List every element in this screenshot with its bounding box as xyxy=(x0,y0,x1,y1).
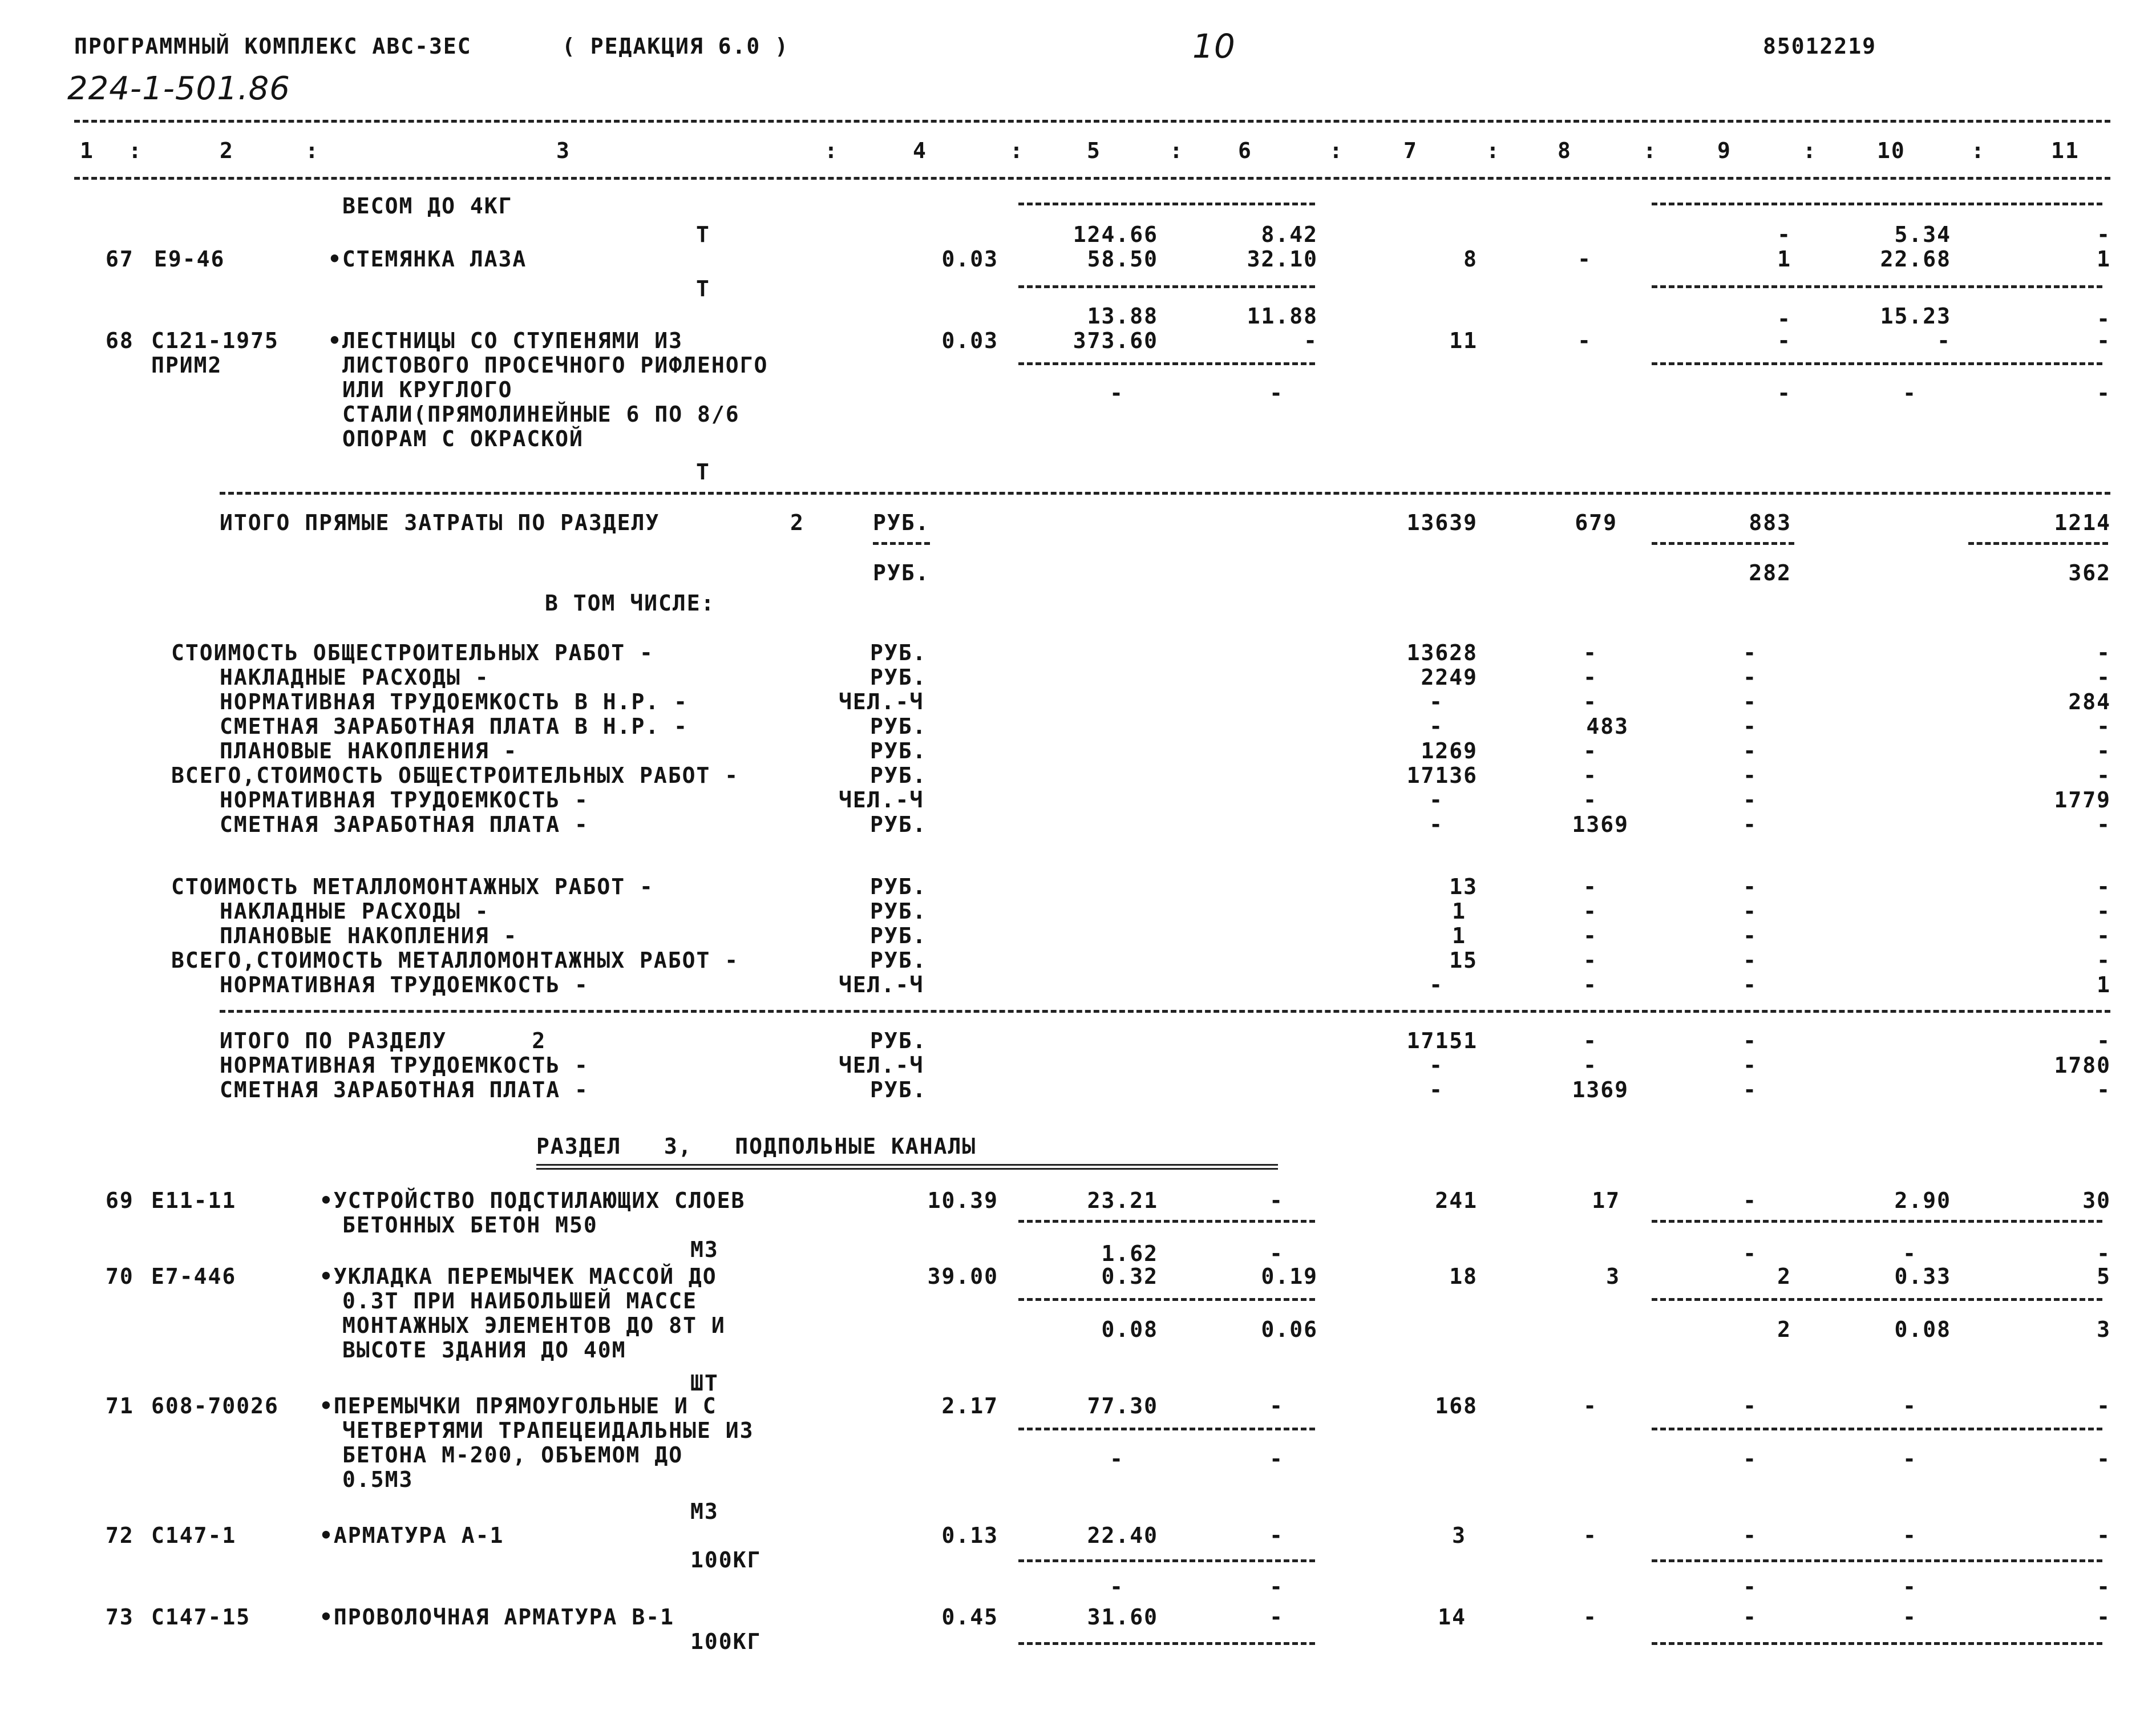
row-code-note: ПРИМ2 xyxy=(151,353,223,378)
cell-c9: - xyxy=(1743,763,1757,788)
column-separator: : xyxy=(824,138,839,163)
column-number: 7 xyxy=(1403,138,1418,163)
page-number: 10 xyxy=(1192,27,1236,66)
cell-c4: 10.39 xyxy=(927,1188,998,1213)
row-description: •ПЕРЕМЫЧКИ ПРЯМОУГОЛЬНЫЕ И С xyxy=(319,1393,717,1418)
cell-c9: - xyxy=(1743,1053,1757,1078)
cell-c11: - xyxy=(2097,222,2111,247)
cell-c11: - xyxy=(2097,899,2111,924)
cell-c6: - xyxy=(1269,381,1284,406)
cell-c5: 0.08 xyxy=(1101,1317,1158,1342)
row-code: Е9-46 xyxy=(154,246,225,272)
cell-c11: - xyxy=(2097,1393,2111,1418)
cell-c8: - xyxy=(1583,1053,1597,1078)
dash-line xyxy=(1018,1642,1315,1645)
cost-label: ПЛАНОВЫЕ НАКОПЛЕНИЯ - xyxy=(220,923,518,948)
row-description: ОПОРАМ С ОКРАСКОЙ xyxy=(342,426,584,451)
cell-c5: - xyxy=(1110,381,1124,406)
cell-c10: - xyxy=(1903,1393,1917,1418)
dash-line xyxy=(1652,285,2102,288)
cell-c11: 1780 xyxy=(2054,1053,2111,1078)
cell-c6: 32.10 xyxy=(1247,246,1318,272)
cell-c6: - xyxy=(1269,1574,1284,1599)
column-separator: : xyxy=(128,138,143,163)
cell-c11: - xyxy=(2097,665,2111,690)
cell-c10: 5.34 xyxy=(1894,222,1951,247)
cell-c7: - xyxy=(1429,812,1443,837)
totals-unit: РУБ. xyxy=(873,510,930,535)
column-number: 11 xyxy=(2051,138,2080,163)
row-code: С147-1 xyxy=(151,1523,237,1548)
column-number: 3 xyxy=(556,138,571,163)
cell-c10: - xyxy=(1903,1241,1917,1266)
cost-unit: РУБ. xyxy=(870,640,927,665)
cell-c9: - xyxy=(1743,948,1757,973)
cost-unit: РУБ. xyxy=(870,812,927,837)
cell-c11: 30 xyxy=(2082,1188,2111,1213)
cell-c9: - xyxy=(1777,222,1791,247)
dash-line xyxy=(1968,542,2108,545)
cell-c11: - xyxy=(2097,1446,2111,1472)
table-header-rule xyxy=(74,177,2110,180)
total-unit: ЧЕЛ.-Ч xyxy=(839,1053,924,1078)
cell-c4: 0.03 xyxy=(941,246,998,272)
cell-c7: 14 xyxy=(1438,1604,1466,1630)
cell-c8: - xyxy=(1583,1604,1597,1630)
cell-c7: - xyxy=(1429,1053,1443,1078)
row-unit: 100КГ xyxy=(690,1629,762,1654)
cell-c6: - xyxy=(1269,1523,1284,1548)
cost-label: ВСЕГО,СТОИМОСТЬ МЕТАЛЛОМОНТАЖНЫХ РАБОТ - xyxy=(171,948,739,973)
dash-line xyxy=(1018,362,1315,365)
dash-line xyxy=(1018,285,1315,288)
cell-c6: 0.19 xyxy=(1261,1264,1318,1289)
row-description: ИЛИ КРУГЛОГО xyxy=(342,377,513,402)
cell-c11: - xyxy=(2097,1077,2111,1102)
row-unit: ШТ xyxy=(690,1371,719,1396)
cell-c9: - xyxy=(1743,640,1757,665)
cell-c9: 282 xyxy=(1749,560,1791,585)
column-separator: : xyxy=(1803,138,1817,163)
cell-c9: - xyxy=(1743,1028,1757,1053)
totals-section: 2 xyxy=(790,510,804,535)
cell-c5: 58.50 xyxy=(1087,246,1158,272)
cell-c7: 13639 xyxy=(1406,510,1478,535)
cell-c9: - xyxy=(1777,381,1791,406)
column-number: 5 xyxy=(1087,138,1101,163)
dash-line xyxy=(1652,1559,2102,1562)
cell-c8: - xyxy=(1583,689,1597,714)
cell-c5: 23.21 xyxy=(1087,1188,1158,1213)
row-description: ЧЕТВЕРТЯМИ ТРАПЕЦЕИДАЛЬНЫЕ ИЗ xyxy=(342,1418,754,1443)
row-unit: Т xyxy=(696,222,710,247)
cell-c5: 1.62 xyxy=(1101,1241,1158,1266)
cell-c6: - xyxy=(1269,1604,1284,1630)
cost-label: НОРМАТИВНАЯ ТРУДОЕМКОСТЬ В Н.Р. - xyxy=(220,689,688,714)
cell-c10: 22.68 xyxy=(1880,246,1951,272)
cell-c10: - xyxy=(1903,1574,1917,1599)
cell-c9: - xyxy=(1777,328,1791,353)
dash-line xyxy=(1018,203,1315,205)
table-top-rule xyxy=(74,120,2110,123)
cell-c9: - xyxy=(1743,1446,1757,1472)
cell-c10: - xyxy=(1903,1523,1917,1548)
cell-c5: 124.66 xyxy=(1073,222,1158,247)
row-number: 70 xyxy=(106,1264,134,1289)
dash-line xyxy=(1018,1559,1315,1562)
cell-c8: - xyxy=(1583,763,1597,788)
cell-c8: 17 xyxy=(1592,1188,1620,1213)
cell-c7: - xyxy=(1429,1077,1443,1102)
cell-c8: - xyxy=(1583,923,1597,948)
cell-c7: 1 xyxy=(1452,899,1466,924)
row-code: С121-1975 xyxy=(151,328,279,353)
cell-c11: - xyxy=(2097,1028,2111,1053)
column-number: 9 xyxy=(1717,138,1732,163)
cell-c7: 11 xyxy=(1449,328,1478,353)
cell-c6: - xyxy=(1269,1241,1284,1266)
dash-line xyxy=(1652,1428,2102,1430)
cell-c5: - xyxy=(1110,1574,1124,1599)
cell-c7: 1269 xyxy=(1421,738,1478,763)
cost-label: СТОИМОСТЬ ОБЩЕСТРОИТЕЛЬНЫХ РАБОТ - xyxy=(171,640,654,665)
cell-c8: - xyxy=(1583,640,1597,665)
cell-c9: - xyxy=(1743,1188,1757,1213)
cell-c8: - xyxy=(1583,1393,1597,1418)
cell-c11: - xyxy=(2097,1241,2111,1266)
total-unit: РУБ. xyxy=(870,1028,927,1053)
row-description: ЛИСТОВОГО ПРОСЕЧНОГО РИФЛЕНОГО xyxy=(342,353,768,378)
row-number: 69 xyxy=(106,1188,134,1213)
cell-c8: 679 xyxy=(1575,510,1617,535)
program-name: ПРОГРАММНЫЙ КОМПЛЕКС АВС-3ЕС xyxy=(74,34,472,59)
cost-label: СМЕТНАЯ ЗАРАБОТНАЯ ПЛАТА - xyxy=(220,812,589,837)
cost-label: НАКЛАДНЫЕ РАСХОДЫ - xyxy=(220,899,490,924)
totals-title: ИТОГО ПРЯМЫЕ ЗАТРАТЫ ПО РАЗДЕЛУ xyxy=(220,510,660,535)
row-code: Е7-446 xyxy=(151,1264,237,1289)
row-description: 0.3Т ПРИ НАИБОЛЬШЕЙ МАССЕ xyxy=(342,1288,697,1313)
cost-unit: РУБ. xyxy=(870,738,927,763)
cell-c8: 1369 xyxy=(1572,1077,1629,1102)
cell-c9: - xyxy=(1743,689,1757,714)
cell-c6: 0.06 xyxy=(1261,1317,1318,1342)
column-separator: : xyxy=(305,138,319,163)
column-separator: : xyxy=(1010,138,1024,163)
column-separator: : xyxy=(1486,138,1500,163)
cell-c9: - xyxy=(1743,1523,1757,1548)
cost-unit: РУБ. xyxy=(870,948,927,973)
cell-c10: 2.90 xyxy=(1894,1188,1951,1213)
cell-c8: - xyxy=(1583,1028,1597,1053)
cell-c7: 1 xyxy=(1452,923,1466,948)
cell-c9: - xyxy=(1743,1393,1757,1418)
cell-c8: - xyxy=(1577,246,1592,272)
cell-c9: - xyxy=(1743,1574,1757,1599)
row-description: •АРМАТУРА А-1 xyxy=(319,1523,504,1548)
dash-line xyxy=(1018,1298,1315,1301)
row-unit: М3 xyxy=(690,1499,719,1524)
cell-c11: 362 xyxy=(2068,560,2111,585)
cell-c11: - xyxy=(2097,948,2111,973)
cell-c9: - xyxy=(1743,874,1757,899)
cell-c7: 13 xyxy=(1449,874,1478,899)
column-separator: : xyxy=(1971,138,1985,163)
document-code: 85012219 xyxy=(1763,34,1877,59)
cost-label: ПЛАНОВЫЕ НАКОПЛЕНИЯ - xyxy=(220,738,518,763)
cost-unit: ЧЕЛ.-Ч xyxy=(839,972,924,997)
cell-c9: - xyxy=(1743,738,1757,763)
section-total-rule xyxy=(220,1010,2110,1013)
row-description: МОНТАЖНЫХ ЭЛЕМЕНТОВ ДО 8Т И xyxy=(342,1313,726,1338)
cell-c9: - xyxy=(1743,787,1757,812)
cell-c4: 0.45 xyxy=(941,1604,998,1630)
row-description: БЕТОНА М-200, ОБЪЕМОМ ДО xyxy=(342,1442,683,1468)
dash-line xyxy=(1652,1642,2102,1645)
column-number: 4 xyxy=(913,138,927,163)
cell-c5: 31.60 xyxy=(1087,1604,1158,1630)
row-description: •УСТРОЙСТВО ПОДСТИЛАЮЩИХ СЛОЕВ xyxy=(319,1188,746,1213)
cell-c8: - xyxy=(1583,1523,1597,1548)
cell-c9: - xyxy=(1743,714,1757,739)
cell-c6: - xyxy=(1304,328,1318,353)
cell-c7: 8 xyxy=(1463,246,1478,272)
dash-line xyxy=(1652,1220,2102,1223)
totals-unit: РУБ. xyxy=(873,560,930,585)
cell-c9: - xyxy=(1743,1077,1757,1102)
dash-line xyxy=(1652,542,1794,545)
column-separator: : xyxy=(1643,138,1657,163)
cell-c11: - xyxy=(2097,812,2111,837)
cell-c8: 3 xyxy=(1606,1264,1620,1289)
dash-line xyxy=(1018,1220,1315,1223)
cell-c5: - xyxy=(1110,1446,1124,1472)
cell-c9: - xyxy=(1743,812,1757,837)
cell-c7: - xyxy=(1429,972,1443,997)
cell-c5: 0.32 xyxy=(1101,1264,1158,1289)
cell-c11: 3 xyxy=(2097,1317,2111,1342)
cost-unit: РУБ. xyxy=(870,714,927,739)
row-description: БЕТОННЫХ БЕТОН М50 xyxy=(342,1212,598,1238)
cost-label: ВСЕГО,СТОИМОСТЬ ОБЩЕСТРОИТЕЛЬНЫХ РАБОТ - xyxy=(171,763,739,788)
cell-c9: - xyxy=(1743,1241,1757,1266)
project-number: 224-1-501.86 xyxy=(67,70,290,107)
cell-c4: 2.17 xyxy=(941,1393,998,1418)
cost-label: НОРМАТИВНАЯ ТРУДОЕМКОСТЬ - xyxy=(220,787,589,812)
cost-unit: ЧЕЛ.-Ч xyxy=(839,689,924,714)
cell-c9: - xyxy=(1743,923,1757,948)
dash-line xyxy=(1652,362,2102,365)
cost-label: СМЕТНАЯ ЗАРАБОТНАЯ ПЛАТА В Н.Р. - xyxy=(220,714,688,739)
cell-c8: - xyxy=(1583,948,1597,973)
edition-label: ( РЕДАКЦИЯ 6.0 ) xyxy=(562,34,790,59)
cell-c11: 1 xyxy=(2097,972,2111,997)
cell-c4: 39.00 xyxy=(927,1264,998,1289)
cell-c6: 11.88 xyxy=(1247,304,1318,329)
cell-c5: 77.30 xyxy=(1087,1393,1158,1418)
cell-c4: 0.03 xyxy=(941,328,998,353)
cost-label: НАКЛАДНЫЕ РАСХОДЫ - xyxy=(220,665,490,690)
row-code: Е11-11 xyxy=(151,1188,237,1213)
total-label: ИТОГО ПО РАЗДЕЛУ 2 xyxy=(220,1028,547,1053)
cell-c11: - xyxy=(2097,306,2111,332)
cell-c11: - xyxy=(2097,1523,2111,1548)
cell-c11: - xyxy=(2097,763,2111,788)
cell-c10: - xyxy=(1903,1604,1917,1630)
row-description: СТАЛИ(ПРЯМОЛИНЕЙНЫЕ 6 ПО 8/6 xyxy=(342,402,740,427)
cell-c11: - xyxy=(2097,328,2111,353)
column-number: 6 xyxy=(1238,138,1252,163)
dash-line xyxy=(1652,203,2102,205)
row-description: •СТЕМЯНКА ЛАЗА xyxy=(328,246,527,272)
cell-c9: - xyxy=(1777,306,1791,332)
column-number: 1 xyxy=(80,138,94,163)
cell-c7: 2249 xyxy=(1421,665,1478,690)
column-number: 2 xyxy=(220,138,234,163)
cell-c8: - xyxy=(1583,738,1597,763)
cell-c11: 1214 xyxy=(2054,510,2111,535)
cell-c8: - xyxy=(1583,787,1597,812)
cell-c6: 8.42 xyxy=(1261,222,1318,247)
cell-c10: 0.33 xyxy=(1894,1264,1951,1289)
cell-c7: 18 xyxy=(1449,1264,1478,1289)
cell-c8: - xyxy=(1583,874,1597,899)
cell-c10: - xyxy=(1937,328,1951,353)
cell-c9: 2 xyxy=(1777,1264,1791,1289)
cost-unit: РУБ. xyxy=(870,665,927,690)
cost-label: НОРМАТИВНАЯ ТРУДОЕМКОСТЬ - xyxy=(220,972,589,997)
cell-c8: - xyxy=(1583,665,1597,690)
cell-c7: 17136 xyxy=(1406,763,1478,788)
cell-c8: - xyxy=(1577,328,1592,353)
cell-c11: - xyxy=(2097,874,2111,899)
cell-c9: - xyxy=(1743,665,1757,690)
cell-c11: 1779 xyxy=(2054,787,2111,812)
row-description: ВЕСОМ ДО 4КГ xyxy=(342,193,513,219)
cell-c11: 284 xyxy=(2068,689,2111,714)
cell-c7: 15 xyxy=(1449,948,1478,973)
cost-unit: РУБ. xyxy=(870,923,927,948)
cell-c6: - xyxy=(1269,1446,1284,1472)
row-description: •ПРОВОЛОЧНАЯ АРМАТУРА В-1 xyxy=(319,1604,674,1630)
cell-c9: 883 xyxy=(1749,510,1791,535)
totals-rule xyxy=(220,492,2110,495)
cost-unit: РУБ. xyxy=(870,899,927,924)
row-unit: 100КГ xyxy=(690,1547,762,1573)
cell-c7: 13628 xyxy=(1406,640,1478,665)
cell-c10: - xyxy=(1903,1446,1917,1472)
cell-c7: 17151 xyxy=(1406,1028,1478,1053)
cell-c7: - xyxy=(1429,787,1443,812)
cell-c11: - xyxy=(2097,923,2111,948)
row-number: 68 xyxy=(106,328,134,353)
cell-c5: 13.88 xyxy=(1087,304,1158,329)
cell-c11: - xyxy=(2097,1574,2111,1599)
row-code: С147-15 xyxy=(151,1604,251,1630)
row-description: •УКЛАДКА ПЕРЕМЫЧЕК МАССОЙ ДО xyxy=(319,1264,717,1289)
cell-c11: - xyxy=(2097,640,2111,665)
column-number: 8 xyxy=(1558,138,1572,163)
row-number: 71 xyxy=(106,1393,134,1418)
total-label: НОРМАТИВНАЯ ТРУДОЕМКОСТЬ - xyxy=(220,1053,589,1078)
cell-c11: - xyxy=(2097,1604,2111,1630)
cell-c9: - xyxy=(1743,899,1757,924)
cell-c11: 5 xyxy=(2097,1264,2111,1289)
cell-c7: 241 xyxy=(1435,1188,1478,1213)
cell-c8: - xyxy=(1583,972,1597,997)
section-title: РАЗДЕЛ 3, ПОДПОЛЬНЫЕ КАНАЛЫ xyxy=(536,1134,977,1159)
dash-line xyxy=(1018,1428,1315,1430)
row-description: 0.5М3 xyxy=(342,1467,414,1492)
cell-c10: 0.08 xyxy=(1894,1317,1951,1342)
cell-c7: 3 xyxy=(1452,1523,1466,1548)
section-title-underline xyxy=(536,1164,1278,1170)
row-number: 73 xyxy=(106,1604,134,1630)
cell-c9: 2 xyxy=(1777,1317,1791,1342)
cell-c11: 1 xyxy=(2097,246,2111,272)
column-number: 10 xyxy=(1877,138,1906,163)
column-separator: : xyxy=(1329,138,1344,163)
row-code: 608-70026 xyxy=(151,1393,279,1418)
row-unit: Т xyxy=(696,459,710,484)
column-separator: : xyxy=(1170,138,1184,163)
cell-c7: - xyxy=(1429,689,1443,714)
cost-label: СТОИМОСТЬ МЕТАЛЛОМОНТАЖНЫХ РАБОТ - xyxy=(171,874,654,899)
cell-c11: - xyxy=(2097,381,2111,406)
cell-c9: 1 xyxy=(1777,246,1791,272)
row-unit: Т xyxy=(696,276,710,301)
cell-c6: - xyxy=(1269,1188,1284,1213)
cell-c10: - xyxy=(1903,381,1917,406)
dash-line xyxy=(1652,1298,2102,1301)
cell-c9: - xyxy=(1743,972,1757,997)
cost-unit: РУБ. xyxy=(870,763,927,788)
row-number: 72 xyxy=(106,1523,134,1548)
row-number: 67 xyxy=(106,246,134,272)
cell-c10: 15.23 xyxy=(1880,304,1951,329)
cost-unit: РУБ. xyxy=(870,874,927,899)
cell-c5: 22.40 xyxy=(1087,1523,1158,1548)
total-unit: РУБ. xyxy=(870,1077,927,1102)
cell-c7: 168 xyxy=(1435,1393,1478,1418)
row-unit: М3 xyxy=(690,1237,719,1262)
dash-line xyxy=(873,542,930,545)
cell-c4: 0.13 xyxy=(941,1523,998,1548)
cell-c8: 483 xyxy=(1586,714,1629,739)
row-description: •ЛЕСТНИЦЫ СО СТУПЕНЯМИ ИЗ xyxy=(328,328,683,353)
cell-c8: 1369 xyxy=(1572,812,1629,837)
cell-c8: - xyxy=(1583,899,1597,924)
cell-c7: - xyxy=(1429,714,1443,739)
cell-c9: - xyxy=(1743,1604,1757,1630)
cost-unit: ЧЕЛ.-Ч xyxy=(839,787,924,812)
cell-c5: 373.60 xyxy=(1073,328,1158,353)
total-label: СМЕТНАЯ ЗАРАБОТНАЯ ПЛАТА - xyxy=(220,1077,589,1102)
including-heading: В ТОМ ЧИСЛЕ: xyxy=(545,591,715,616)
cell-c11: - xyxy=(2097,714,2111,739)
row-description: ВЫСОТЕ ЗДАНИЯ ДО 40М xyxy=(342,1337,626,1363)
cell-c11: - xyxy=(2097,738,2111,763)
cell-c6: - xyxy=(1269,1393,1284,1418)
